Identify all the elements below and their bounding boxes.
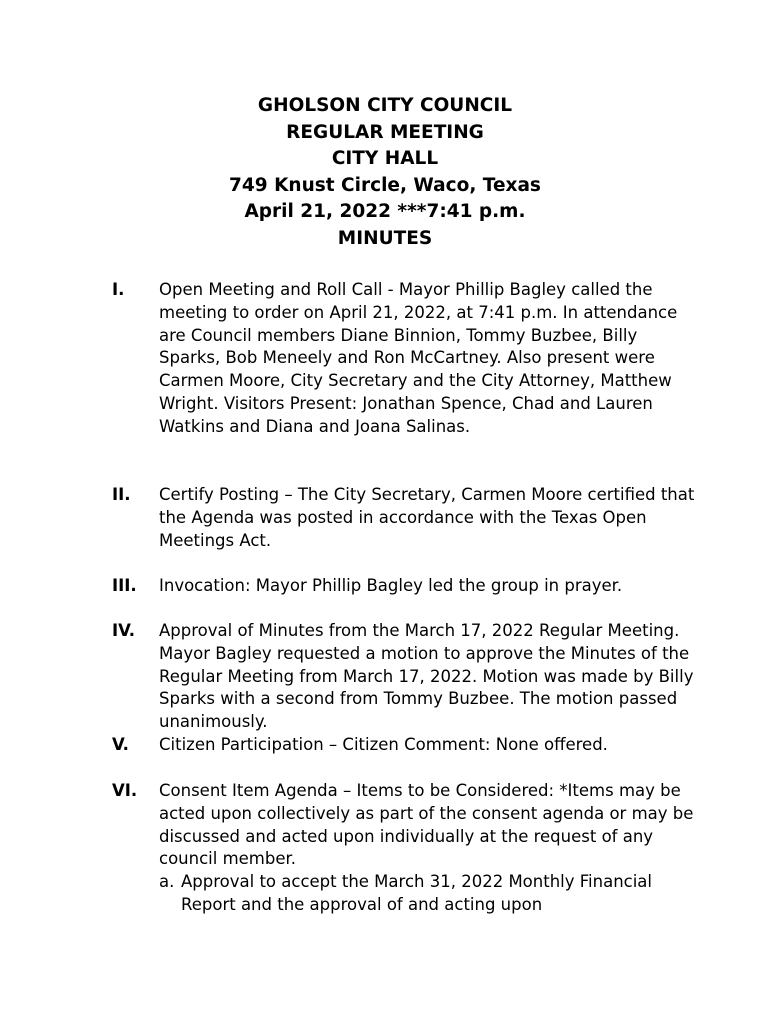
meeting-date-time: April 21, 2022 ***7:41 p.m.: [244, 201, 526, 222]
item-text: Certify Posting – The City Secretary, Carmen Moore certified that the Agenda was posted in accordance with the Texas Open Meetings Act.: [159, 485, 695, 550]
item-numeral: IV.: [112, 621, 136, 640]
meeting-location: CITY HALL: [331, 148, 439, 169]
item-text: Invocation: Mayor Phillip Bagley led the group in prayer.: [159, 576, 623, 595]
meeting-type: REGULAR MEETING: [286, 121, 484, 143]
document-title: MINUTES: [337, 227, 433, 249]
item-text: Open Meeting and Roll Call - Mayor Phillip Bagley called the meeting to order on April 21, 2022, at 7:41 p.m. In attendance are Council members Diane Binnion, Tommy Buzbee, Billy Sparks, Bob Meneely and Ron McCartney. Also present were Carmen Moore, City Secretary and the City Attorney, Matthew Wright. Visitors Present: Jonathan Spence, Chad and Lauren Watkins and Diana and Joana Salinas.: [159, 280, 678, 436]
item-numeral: I.: [112, 280, 125, 299]
sub-item-text: Approval to accept the March 31, 2022 Monthly Financial Report and the approval of and acting upon: [181, 872, 653, 914]
document-header: [0, 93, 770, 252]
sub-item-letter: a.: [159, 872, 175, 891]
council-name: GHOLSON CITY COUNCIL: [257, 95, 513, 116]
item-numeral: III.: [112, 576, 137, 595]
item-numeral: VI.: [112, 781, 138, 800]
meeting-address: 749 Knust Circle, Waco, Texas: [229, 174, 541, 196]
item-text: Citizen Participation – Citizen Comment: None offered.: [159, 735, 608, 754]
item-numeral: II.: [112, 485, 131, 504]
item-text: Consent Item Agenda – Items to be Considered: *Items may be acted upon collectively as part of the consent agenda or may be discussed and acted upon individually at the request of any council member.: [159, 781, 694, 869]
item-numeral: V.: [112, 735, 129, 754]
item-text: Approval of Minutes from the March 17, 2022 Regular Meeting. Mayor Bagley requested a motion to approve the Minutes of the Regular Meeting from March 17, 2022. Motion was made by Billy Sparks with a second from Tommy Buzbee. The motion passed unanimously.: [159, 621, 694, 732]
